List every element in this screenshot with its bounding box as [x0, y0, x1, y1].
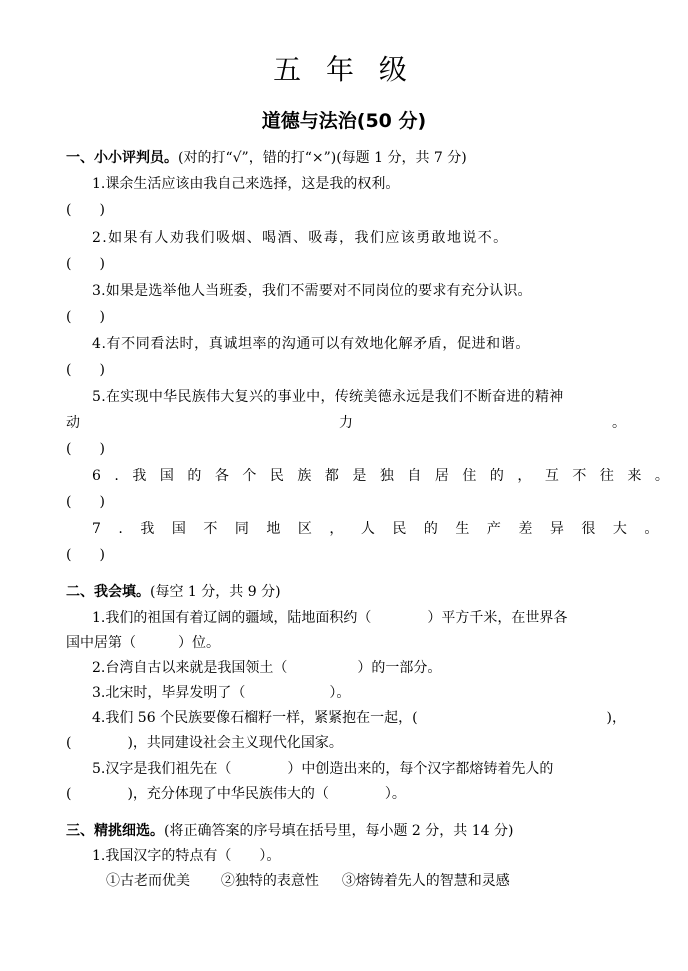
s1-answer-6[interactable]: ( )	[66, 494, 105, 510]
s1-item-7: 7.我国不同地区，人民的生产差异很大。	[92, 521, 676, 537]
section1-heading: 一、小小评判员。	[66, 150, 178, 166]
s2-q5-line1: 5.汉字是我们祖先在（ ）中创造出来的，每个汉字都熔铸着先人的	[92, 761, 554, 777]
section1-heading-line	[66, 148, 626, 168]
s2-q5-line2: ( )，充分体现了中华民族伟大的（ ）。	[66, 786, 406, 802]
section3-heading: 三、精挑细选。	[66, 823, 164, 839]
s2-q2: 2.台湾自古以来就是我国领土（ ）的一部分。	[92, 660, 442, 676]
s2-q3: 3.北宋时，毕昇发明了（ ）。	[92, 685, 351, 701]
s1-item-5-cont-c: 。	[612, 415, 626, 431]
s1-item-4: 4.有不同看法时，真诚坦率的沟通可以有效地化解矛盾，促进和谐。	[92, 336, 530, 352]
s2-q1-line2: 国中居第（ ）位。	[66, 635, 220, 651]
section3-note: (将正确答案的序号填在括号里，每小题 2 分，共 14 分)	[164, 823, 514, 839]
subject-title: 道德与法治(50 分)	[261, 110, 427, 132]
s1-answer-3[interactable]: ( )	[66, 309, 105, 325]
s1-item-1: 1.课余生活应该由我自己来选择，这是我的权利。	[92, 176, 400, 192]
s2-q4-line1	[92, 708, 626, 728]
s1-item-5-continuation	[66, 413, 626, 433]
s2-q4-line2: ( )，共同建设社会主义现代化国家。	[66, 735, 343, 751]
s1-item-3: 3.如果是选举他人当班委，我们不需要对不同岗位的要求有充分认识。	[92, 283, 532, 299]
s2-q1-line1: 1.我们的祖国有着辽阔的疆域，陆地面积约（ ）平方千米，在世界各	[92, 610, 568, 626]
grade-title: 五 年 级	[273, 53, 415, 86]
s3-q1-options	[106, 871, 626, 891]
s1-item-2: 2.如果有人劝我们吸烟、喝酒、吸毒，我们应该勇敢地说不。	[92, 230, 509, 246]
s1-answer-1[interactable]: ( )	[66, 202, 105, 218]
s3-option-2[interactable]: ②独特的表意性	[220, 873, 319, 889]
s3-q1: 1.我国汉字的特点有（ ）。	[92, 848, 281, 864]
s1-answer-7[interactable]: ( )	[66, 547, 105, 563]
section2-heading-line	[66, 582, 626, 602]
s2-q4-end: )，	[606, 710, 626, 726]
s1-item-5-cont-a: 动	[66, 415, 80, 431]
s1-item-5: 5.在实现中华民族伟大复兴的事业中，传统美德永远是我们不断奋进的精神	[92, 389, 564, 405]
section1-note: (对的打“√”，错的打“×”)(每题 1 分，共 7 分)	[178, 150, 467, 166]
s1-item-6: 6.我国的各个民族都是独自居住的，互不往来。	[92, 468, 683, 484]
s1-answer-2[interactable]: ( )	[66, 256, 105, 272]
s3-option-1[interactable]: ①古老而优美	[106, 873, 190, 889]
section2-note: (每空 1 分，共 9 分)	[150, 584, 281, 600]
s1-answer-5[interactable]: ( )	[66, 441, 105, 457]
s2-q4-text: 4.我们 56 个民族要像石榴籽一样，紧紧抱在一起，(	[92, 710, 418, 726]
s3-option-3[interactable]: ③熔铸着先人的智慧和灵感	[341, 873, 510, 889]
section3-heading-line	[66, 821, 626, 841]
section2-heading: 二、我会填。	[66, 584, 150, 600]
s1-answer-4[interactable]: ( )	[66, 362, 105, 378]
s1-item-5-cont-b: 力	[339, 415, 353, 431]
